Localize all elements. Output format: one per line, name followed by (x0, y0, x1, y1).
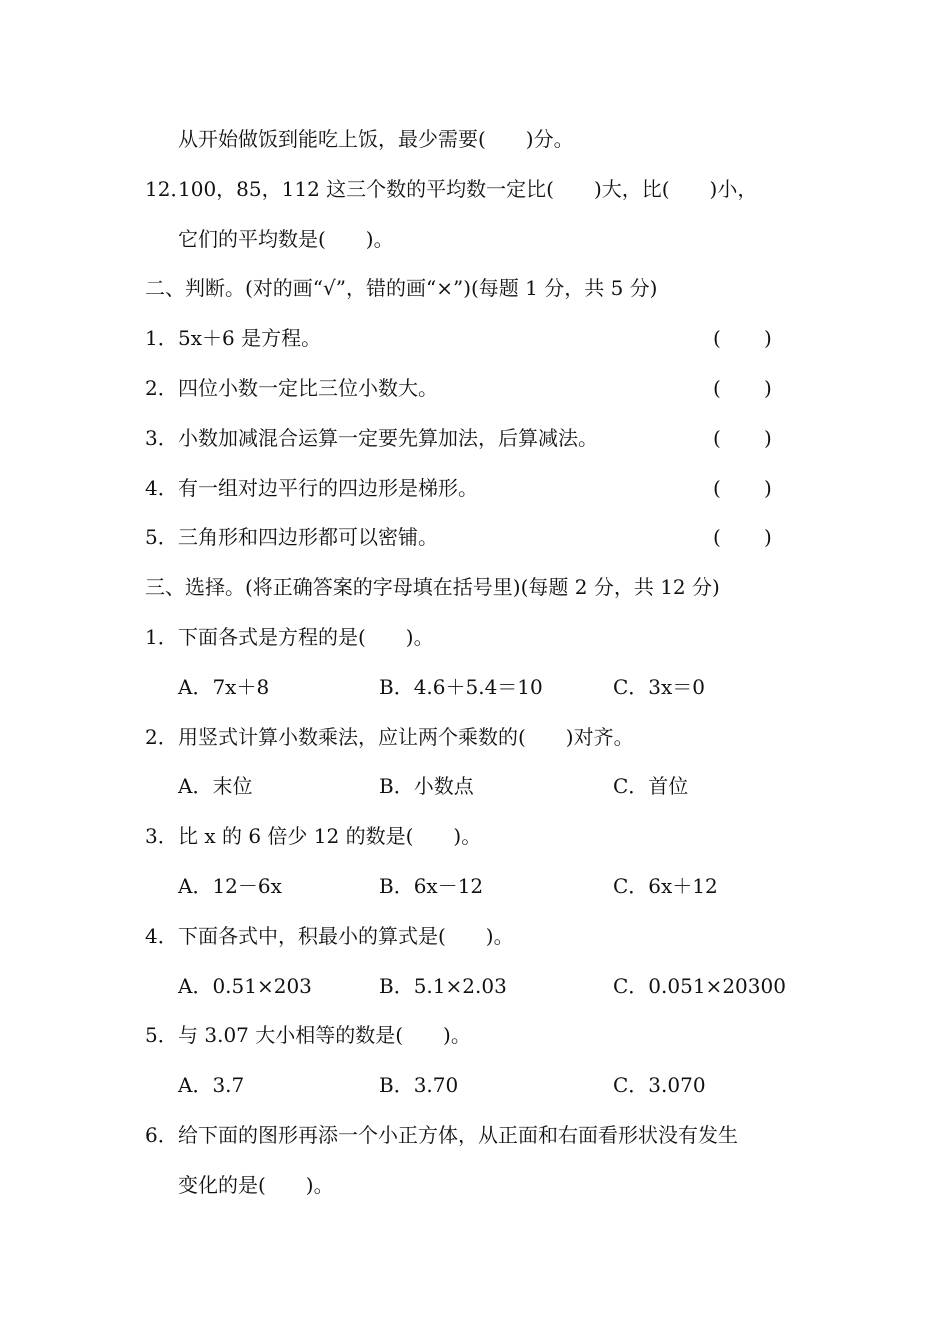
choice-question-line2: 变化的是( )。 (178, 1172, 334, 1197)
choice-question: 1． 下面各式是方程的是( )。 (145, 624, 434, 649)
exam-page (0, 115, 950, 1211)
option-b: B．5.1×2.03 (379, 973, 507, 998)
judge-item: 1． 5x＋6 是方程。 ( ) (0, 314, 950, 364)
question-12-line2: 它们的平均数是( )。 (178, 226, 394, 251)
answer-bracket-close: ) (764, 425, 772, 450)
option-a: A．末位 (178, 774, 253, 799)
option-b: B．小数点 (379, 774, 474, 799)
option-c: C．0.051×20300 (613, 973, 786, 998)
choice-options (0, 762, 950, 812)
answer-bracket-close: ) (764, 525, 772, 550)
section-3-heading: 三、选择。(将正确答案的字母填在括号里)(每题 2 分，共 12 分) (145, 575, 720, 600)
option-a: A．0.51×203 (178, 973, 312, 998)
answer-bracket-open: ( (713, 475, 721, 500)
option-c: C．6x＋12 (613, 873, 718, 898)
option-a: A．12－6x (178, 873, 282, 898)
section-2-heading: 二、判断。(对的画“√”，错的画“×”)(每题 1 分，共 5 分) (145, 276, 658, 301)
answer-bracket-open: ( (713, 525, 721, 550)
choice-options (0, 663, 950, 713)
option-b: B．4.6＋5.4＝10 (379, 674, 543, 699)
choice-question: 3． 比 x 的 6 倍少 12 的数是( )。 (145, 824, 482, 849)
option-b: B．3.70 (379, 1073, 459, 1098)
choice-question: 4． 下面各式中，积最小的算式是( )。 (145, 923, 514, 948)
choice-options (0, 862, 950, 912)
judge-item: 5． 三角形和四边形都可以密铺。 ( ) (0, 513, 950, 563)
option-c: C．3.070 (613, 1073, 706, 1098)
judge-item: 2． 四位小数一定比三位小数大。 ( ) (0, 364, 950, 414)
choice-question: 2． 用竖式计算小数乘法，应让两个乘数的( )对齐。 (145, 724, 634, 749)
option-c: C．3x＝0 (613, 674, 706, 699)
choice-options (0, 1061, 950, 1111)
judge-item: 3． 小数加减混合运算一定要先算加法，后算减法。 ( ) (0, 414, 950, 464)
answer-bracket-open: ( (713, 425, 721, 450)
choice-question: 6． 给下面的图形再添一个小正方体，从正面和右面看形状没有发生 (145, 1122, 738, 1147)
answer-bracket-close: ) (764, 375, 772, 400)
question-11-continued: 从开始做饭到能吃上饭，最少需要( )分。 (178, 127, 574, 151)
answer-bracket-open: ( (713, 326, 721, 351)
option-b: B．6x－12 (379, 873, 484, 898)
option-c: C．首位 (613, 774, 689, 799)
option-a: A．3.7 (178, 1073, 245, 1098)
answer-bracket-close: ) (764, 475, 772, 500)
question-12: 12． 100，85，112 这三个数的平均数一定比( )大，比( )小， (145, 176, 758, 201)
choice-options (0, 962, 950, 1012)
choice-question: 5． 与 3.07 大小相等的数是( )。 (145, 1023, 471, 1048)
answer-bracket-close: ) (764, 326, 772, 351)
option-a: A．7x＋8 (178, 674, 270, 699)
judge-item: 4． 有一组对边平行的四边形是梯形。 ( ) (0, 464, 950, 514)
answer-bracket-open: ( (713, 375, 721, 400)
